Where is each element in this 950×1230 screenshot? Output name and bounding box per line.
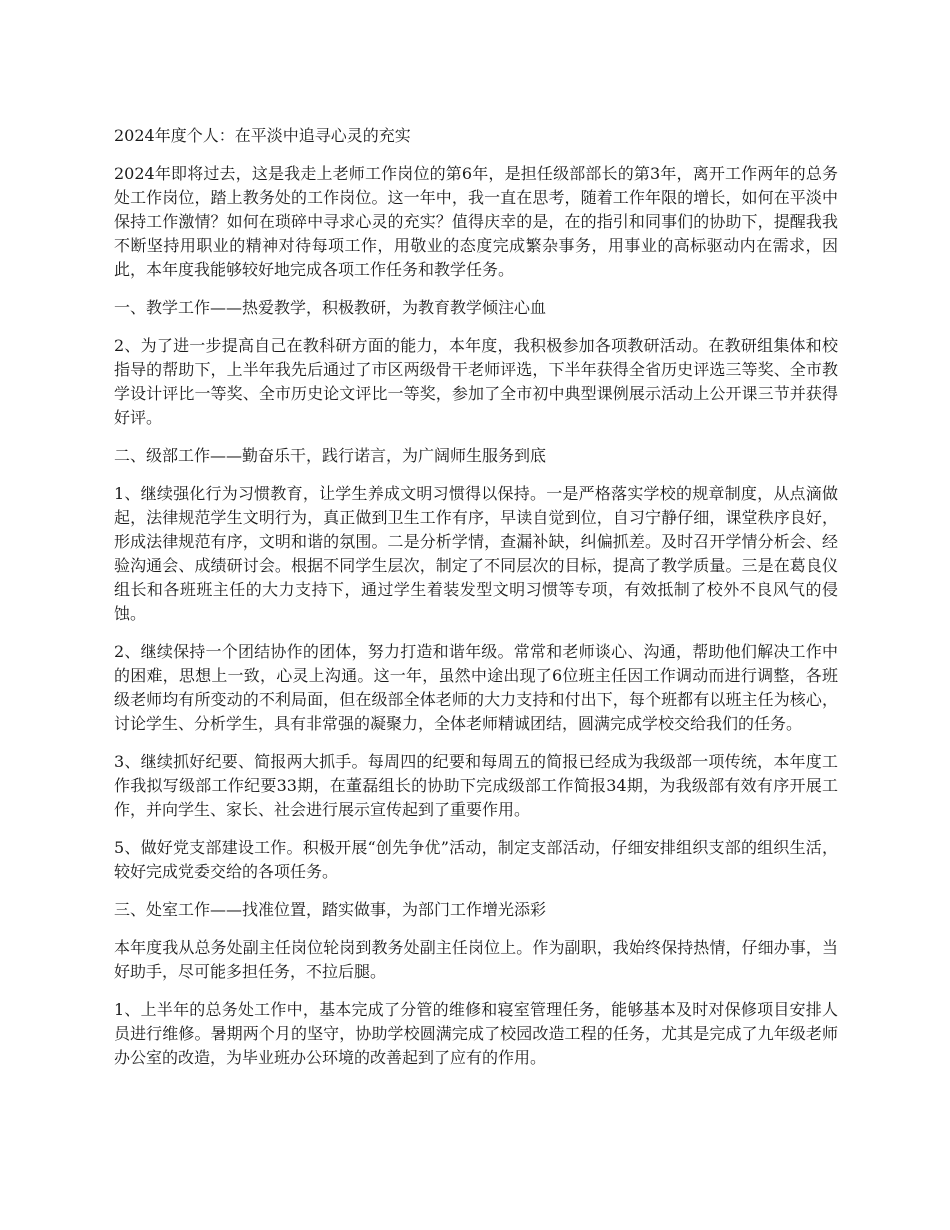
paragraph: 5、做好党支部建设工作。积极开展“创先争优”活动，制定支部活动，仔细安排组织支部的组织生活，较好完成党委交给的各项任务。	[114, 838, 838, 881]
section-heading-grade-department: 二、级部工作——勤奋乐干，践行诺言，为广阔师生服务到底	[114, 446, 547, 465]
section-heading-teaching: 一、教学工作——热爱教学，积极教研，为教育教学倾注心血	[114, 298, 547, 317]
document-page	[114, 124, 838, 1084]
paragraph: 3、继续抓好纪要、简报两大抓手。每周四的纪要和每周五的简报已经成为我级部一项传统，本年度工作我拟写级部工作纪要33期，在董磊组长的协助下完成级部工作简报34期，为我级部有效有序开展工作，并向学生、家长、社会进行展示宣传起到了重要作用。	[114, 752, 838, 819]
document-title: 2024年度个人：在平淡中追寻心灵的充实	[114, 126, 411, 145]
intro-paragraph: 2024年即将过去，这是我走上老师工作岗位的第6年，是担任级部部长的第3年，离开工作两年的总务处工作岗位，踏上教务处的工作岗位。这一年中，我一直在思考，随着工作年限的增长，如何在平淡中保持工作激情？如何在琐碎中寻求心灵的充实？值得庆幸的是，在的指引和同事们的协助下，提醒我我不断坚持用职业的精神对待每项工作，用敬业的态度完成繁杂事务，用事业的高标驱动内在需求，因此，本年度我能够较好地完成各项工作任务和教学任务。	[114, 164, 838, 279]
paragraph: 2、继续保持一个团结协作的团体，努力打造和谐年级。常常和老师谈心、沟通，帮助他们解决工作中的困难，思想上一致，心灵上沟通。这一年，虽然中途出现了6位班主任因工作调动而进行调整，各班级老师均有所变动的不利局面，但在级部全体老师的大力支持和付出下，每个班都有以班主任为核心，讨论学生、分析学生，具有非常强的凝聚力，全体老师精诚团结，圆满完成学校交给我们的任务。	[114, 642, 838, 733]
paragraph: 本年度我从总务处副主任岗位轮岗到教务处副主任岗位上。作为副职，我始终保持热情，仔细办事，当好助手，尽可能多担任务，不拉后腿。	[114, 938, 838, 981]
section-heading-office-work: 三、处室工作——找准位置，踏实做事，为部门工作增光添彩	[114, 900, 547, 919]
paragraph: 1、上半年的总务处工作中，基本完成了分管的维修和寝室管理任务，能够基本及时对保修项目安排人员进行维修。暑期两个月的坚守，协助学校圆满完成了校园改造工程的任务，尤其是完成了九年级老师办公室的改造，为毕业班办公环境的改善起到了应有的作用。	[114, 1000, 838, 1067]
paragraph: 2、为了进一步提高自己在教科研方面的能力，本年度，我积极参加各项教研活动。在教研组集体和校指导的帮助下，上半年我先后通过了市区两级骨干老师评选，下半年获得全省历史评选三等奖、全市教学设计评比一等奖、全市历史论文评比一等奖，参加了全市初中典型课例展示活动上公开课三节并获得好评。	[114, 336, 838, 427]
paragraph: 1、继续强化行为习惯教育，让学生养成文明习惯得以保持。一是严格落实学校的规章制度，从点滴做起，法律规范学生文明行为，真正做到卫生工作有序，早读自觉到位，自习宁静仔细，课堂秩序良好，形成法律规范有序，文明和谐的氛围。二是分析学情，查漏补缺，纠偏抓差。及时召开学情分析会、经验沟通会、成绩研讨会。根据不同学生层次，制定了不同层次的目标，提高了教学质量。三是在葛良仪组长和各班班主任的大力支持下，通过学生着装发型文明习惯等专项，有效抵制了校外不良风气的侵蚀。	[114, 484, 838, 623]
